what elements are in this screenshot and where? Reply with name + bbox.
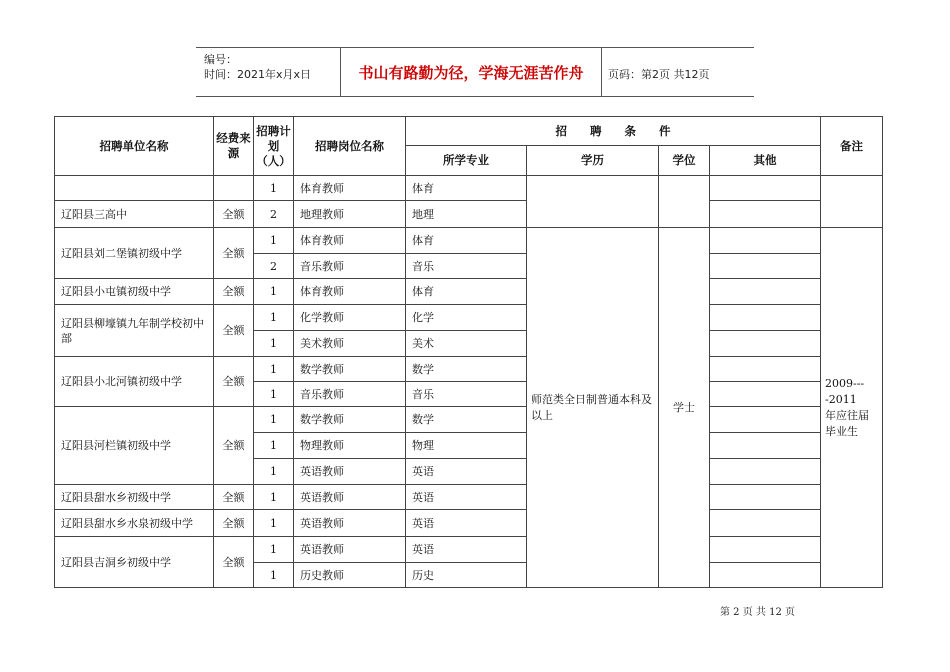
table-row	[55, 510, 883, 537]
major-cell: 音乐	[406, 254, 527, 279]
remarks-cell: 2009----2011 年应往届毕业生	[821, 228, 883, 588]
unit-cell: 辽阳县刘二堡镇初级中学	[55, 228, 214, 279]
other-cell	[710, 228, 821, 254]
major-cell: 物理	[406, 433, 527, 459]
position-cell: 英语教师	[294, 537, 406, 563]
position-cell: 音乐教师	[294, 254, 406, 279]
motto: 书山有路勤为径，学海无涯苦作舟	[358, 64, 584, 82]
plan-cell: 1	[254, 382, 294, 407]
position-cell: 化学教师	[294, 305, 406, 331]
position-cell: 体育教师	[294, 279, 406, 305]
header-divider	[601, 48, 602, 96]
unit-cell: 辽阳县小北河镇初级中学	[55, 357, 214, 407]
table-row	[55, 176, 883, 201]
funding-cell: 全额	[214, 305, 254, 357]
plan-cell: 1	[254, 305, 294, 331]
plan-cell: 1	[254, 537, 294, 563]
plan-cell: 1	[254, 228, 294, 254]
plan-cell: 1	[254, 176, 294, 201]
position-cell: 物理教师	[294, 433, 406, 459]
unit-cell: 辽阳县吉洞乡初级中学	[55, 537, 214, 588]
major-cell: 英语	[406, 485, 527, 510]
other-cell	[710, 331, 821, 357]
position-cell: 音乐教师	[294, 382, 406, 407]
funding-cell: 全额	[214, 485, 254, 510]
page-label: 页码：第2页 共12页	[608, 68, 710, 81]
position-cell: 英语教师	[294, 510, 406, 537]
unit-cell: 辽阳县甜水乡水泉初级中学	[55, 510, 214, 537]
table-row	[55, 279, 883, 305]
unit-cell	[55, 176, 214, 201]
other-cell	[710, 201, 821, 228]
funding-cell: 全额	[214, 510, 254, 537]
plan-cell: 1	[254, 510, 294, 537]
funding-cell: 全额	[214, 537, 254, 588]
date-label: 时间：2021年x月x日	[204, 68, 312, 81]
other-cell	[710, 382, 821, 407]
other-cell	[710, 510, 821, 537]
recruitment-table	[54, 116, 883, 588]
header-other: 其他	[710, 146, 821, 176]
funding-cell	[214, 176, 254, 201]
funding-cell: 全额	[214, 279, 254, 305]
unit-cell: 辽阳县三高中	[55, 201, 214, 228]
education-cell	[527, 176, 659, 228]
header-divider	[340, 48, 341, 96]
table-row	[55, 407, 883, 433]
position-cell: 体育教师	[294, 228, 406, 254]
plan-cell: 1	[254, 279, 294, 305]
major-cell: 数学	[406, 357, 527, 382]
plan-cell: 1	[254, 433, 294, 459]
plan-cell: 1	[254, 485, 294, 510]
table-row	[55, 228, 883, 254]
table-row	[55, 201, 883, 228]
position-cell: 英语教师	[294, 459, 406, 485]
position-cell: 数学教师	[294, 407, 406, 433]
other-cell	[710, 357, 821, 382]
major-cell: 化学	[406, 305, 527, 331]
unit-cell: 辽阳县柳壕镇九年制学校初中部	[55, 305, 214, 357]
plan-cell: 2	[254, 254, 294, 279]
table-row	[55, 305, 883, 331]
number-label: 编号：	[204, 53, 237, 66]
plan-cell: 1	[254, 407, 294, 433]
major-cell: 英语	[406, 459, 527, 485]
position-cell: 体育教师	[294, 176, 406, 201]
header-major: 所学专业	[406, 146, 527, 176]
other-cell	[710, 407, 821, 433]
position-cell: 地理教师	[294, 201, 406, 228]
table-row	[55, 537, 883, 563]
major-cell: 体育	[406, 228, 527, 254]
other-cell	[710, 459, 821, 485]
major-cell: 美术	[406, 331, 527, 357]
unit-cell: 辽阳县甜水乡初级中学	[55, 485, 214, 510]
other-cell	[710, 176, 821, 201]
header-remarks: 备注	[821, 117, 883, 176]
other-cell	[710, 279, 821, 305]
page-header	[196, 47, 754, 97]
plan-cell: 1	[254, 331, 294, 357]
funding-cell: 全额	[214, 357, 254, 407]
major-cell: 英语	[406, 537, 527, 563]
unit-cell: 辽阳县小屯镇初级中学	[55, 279, 214, 305]
major-cell: 数学	[406, 407, 527, 433]
degree-cell	[659, 176, 710, 228]
major-cell: 地理	[406, 201, 527, 228]
remarks-cell	[821, 176, 883, 228]
table-row	[55, 357, 883, 382]
position-cell: 英语教师	[294, 485, 406, 510]
major-cell: 体育	[406, 279, 527, 305]
header-position: 招聘岗位名称	[294, 117, 406, 176]
plan-cell: 1	[254, 357, 294, 382]
header-plan: 招聘计划（人）	[254, 117, 294, 176]
other-cell	[710, 433, 821, 459]
header-unit: 招聘单位名称	[55, 117, 214, 176]
other-cell	[710, 305, 821, 331]
header-education: 学历	[527, 146, 659, 176]
header-funding: 经费来源	[214, 117, 254, 176]
education-cell: 师范类全日制普通本科及以上	[527, 228, 659, 588]
unit-cell: 辽阳县河栏镇初级中学	[55, 407, 214, 485]
other-cell	[710, 485, 821, 510]
position-cell: 美术教师	[294, 331, 406, 357]
position-cell: 历史教师	[294, 563, 406, 588]
funding-cell: 全额	[214, 228, 254, 279]
other-cell	[710, 537, 821, 563]
major-cell: 英语	[406, 510, 527, 537]
degree-cell: 学士	[659, 228, 710, 588]
major-cell: 音乐	[406, 382, 527, 407]
header-conditions: 招 聘 条 件	[406, 117, 821, 146]
plan-cell: 1	[254, 563, 294, 588]
header-degree: 学位	[659, 146, 710, 176]
position-cell: 数学教师	[294, 357, 406, 382]
plan-cell: 2	[254, 201, 294, 228]
other-cell	[710, 254, 821, 279]
table-row	[55, 485, 883, 510]
other-cell	[710, 563, 821, 588]
page-footer: 第 2 页 共 12 页	[720, 607, 795, 618]
major-cell: 历史	[406, 563, 527, 588]
funding-cell: 全额	[214, 407, 254, 485]
funding-cell: 全额	[214, 201, 254, 228]
major-cell: 体育	[406, 176, 527, 201]
plan-cell: 1	[254, 459, 294, 485]
